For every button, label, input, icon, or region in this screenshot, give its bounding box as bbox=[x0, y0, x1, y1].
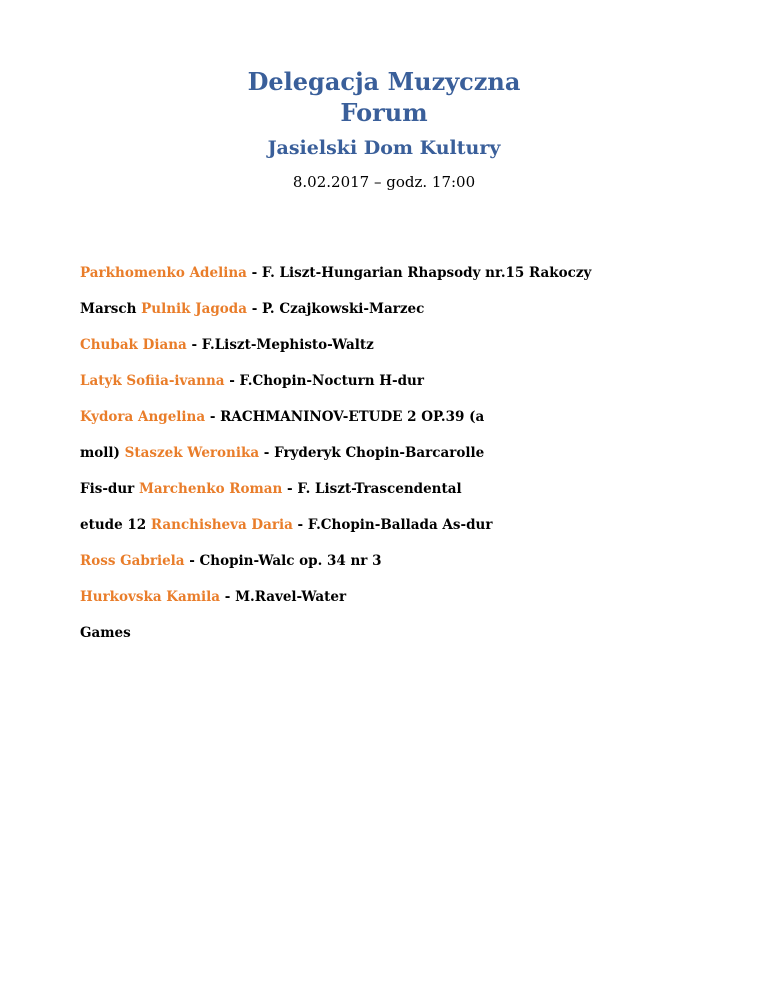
piece-title: - F.Chopin-Nocturn H-dur bbox=[224, 373, 424, 389]
piece-title: - F.Chopin-Ballada As-dur bbox=[292, 517, 493, 533]
program-line bbox=[80, 370, 700, 406]
program-line bbox=[80, 550, 700, 586]
piece-continuation: Games bbox=[80, 625, 131, 641]
program-line bbox=[80, 406, 700, 442]
document-header bbox=[0, 66, 768, 192]
program-line bbox=[80, 442, 700, 478]
program-line bbox=[80, 334, 700, 370]
program-line bbox=[80, 262, 700, 298]
piece-continuation: etude 12 bbox=[80, 517, 151, 533]
performer-name: Hurkovska Kamila bbox=[80, 589, 221, 605]
event-datetime: 8.02.2017 – godz. 17:00 bbox=[292, 173, 476, 191]
performer-name: Chubak Diana bbox=[80, 337, 187, 353]
performer-name: Ranchisheva Daria bbox=[150, 517, 293, 533]
performer-name: Marchenko Roman bbox=[138, 481, 283, 497]
performer-name: Staszek Weronika bbox=[124, 445, 260, 461]
piece-title: - Fryderyk Chopin-Barcarolle bbox=[259, 445, 485, 461]
program-line bbox=[80, 586, 700, 622]
performer-name: Kydora Angelina bbox=[80, 409, 206, 425]
program-line bbox=[80, 514, 700, 550]
piece-continuation: Fis-dur bbox=[80, 481, 139, 497]
piece-title: - M.Ravel-Water bbox=[220, 589, 347, 605]
venue-subtitle: Jasielski Dom Kultury bbox=[267, 137, 501, 159]
program-line bbox=[80, 478, 700, 514]
document-title-line-2: Forum bbox=[340, 98, 428, 127]
program-list bbox=[80, 262, 700, 658]
performer-name: Latyk Sofiia-ivanna bbox=[80, 373, 225, 389]
program-line bbox=[80, 298, 700, 334]
performer-name: Pulnik Jagoda bbox=[141, 301, 247, 317]
piece-continuation: moll) bbox=[80, 445, 125, 461]
piece-title: - RACHMANINOV-ETUDE 2 OP.39 (a bbox=[205, 409, 485, 425]
performer-name: Ross Gabriela bbox=[80, 553, 185, 569]
piece-title: - F. Liszt-Trascendental bbox=[282, 481, 462, 497]
piece-continuation: Marsch bbox=[80, 301, 142, 317]
piece-title: - F. Liszt-Hungarian Rhapsody nr.15 Rakoczy bbox=[246, 265, 592, 281]
program-line bbox=[80, 622, 700, 658]
performer-name: Parkhomenko Adelina bbox=[80, 265, 247, 281]
piece-title: - Chopin-Walc op. 34 nr 3 bbox=[184, 553, 382, 569]
piece-title: - P. Czajkowski-Marzec bbox=[247, 301, 425, 317]
document-title-line-1: Delegacja Muzyczna bbox=[247, 67, 521, 96]
piece-title: - F.Liszt-Mephisto-Waltz bbox=[186, 337, 374, 353]
